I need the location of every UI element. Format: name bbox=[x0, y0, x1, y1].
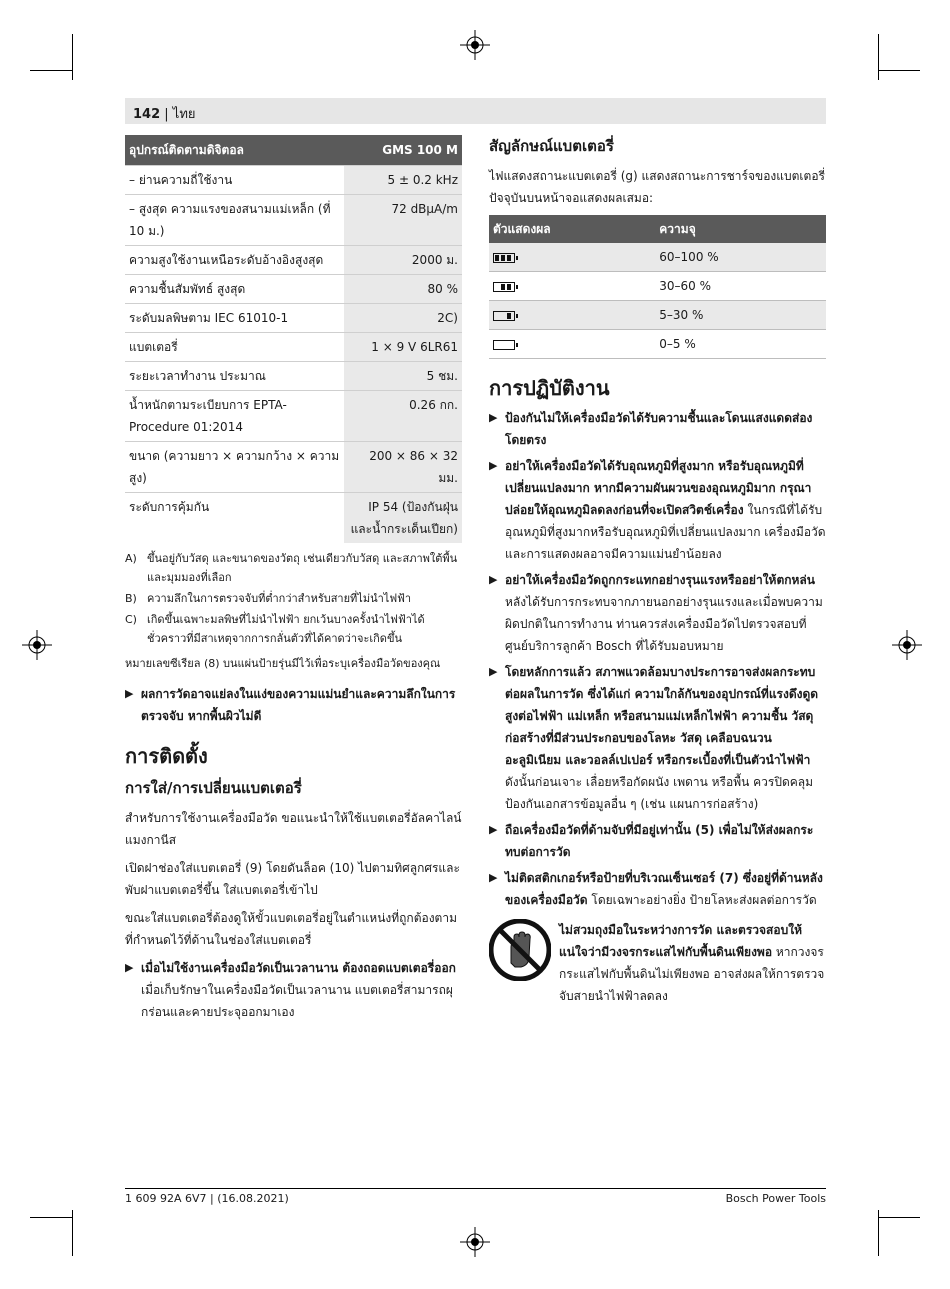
bullet-bold-text: อย่าให้เครื่องมือวัดได้รับอุณหภูมิที่สูงมาก หรือรับอุณหภูมิที่เปลี่ยนแปลงมาก หากมีความผันผวนของอุณหภูมิมาก กรุณาปล่อยให้อุณหภูมิลดลงก่อนที่จะเปิดสวิตช์เครื่อง bbox=[505, 459, 812, 517]
installation-heading: การติดตั้ง bbox=[125, 744, 208, 768]
battery-level-cell bbox=[489, 330, 655, 359]
table-row bbox=[489, 272, 826, 301]
table-row bbox=[125, 304, 462, 333]
spec-value: 80 % bbox=[344, 275, 462, 304]
battery-col-display: ตัวแสดงผล bbox=[489, 215, 655, 243]
crop-mark bbox=[30, 70, 72, 71]
battery-col-capacity: ความจุ bbox=[655, 215, 826, 243]
left-column bbox=[125, 135, 462, 1027]
spec-value: 1 × 9 V 6LR61 bbox=[344, 333, 462, 362]
bullet-triangle-icon: ▶ bbox=[489, 871, 498, 884]
bullet-bold-text: เมื่อไม่ใช้งานเครื่องมือวัดเป็นเวลานาน ต้องถอดแบตเตอรี่ออก bbox=[141, 961, 456, 975]
crop-mark bbox=[878, 70, 920, 71]
spec-value: IP 54 (ป้องกันฝุ่นและน้ำกระเด็นเปียก) bbox=[344, 493, 462, 544]
bullet-triangle-icon: ▶ bbox=[489, 573, 498, 586]
footnotes bbox=[125, 549, 462, 648]
paragraph: เปิดฝาช่องใส่แบตเตอรี่ (9) โดยดันล็อค (10) ไปตามทิศลูกศรและพับฝาแบตเตอรี่ขึ้น ใส่แบตเตอรี่เข้าไป bbox=[125, 861, 460, 897]
table-row bbox=[125, 195, 462, 246]
battery-level-cell bbox=[489, 301, 655, 330]
battery-level-cell bbox=[489, 272, 655, 301]
table-row bbox=[125, 246, 462, 275]
spec-value: 200 × 86 × 32 มม. bbox=[344, 442, 462, 493]
battery-capacity: 60–100 % bbox=[655, 243, 826, 272]
table-row bbox=[125, 391, 462, 442]
footer-brand: Bosch Power Tools bbox=[725, 1192, 826, 1205]
bullet-triangle-icon: ▶ bbox=[489, 823, 498, 836]
bullet-triangle-icon: ▶ bbox=[489, 411, 498, 424]
operation-bullet bbox=[489, 407, 826, 451]
table-row bbox=[125, 333, 462, 362]
bullet-bold-text: ไม่สวมถุงมือในระหว่างการวัด และตรวจสอบให้แน่ใจว่ามีวงจรกระแสไฟกับพื้นดินเพียงพอ bbox=[559, 923, 802, 959]
battery-table bbox=[489, 215, 826, 359]
warning-bullet bbox=[125, 683, 462, 727]
bullet-bold-text: ไม่ติดสติกเกอร์หรือป้ายที่บริเวณเซ็นเซอร์ (7) ซึ่งอยู่ที่ด้านหลังของเครื่องมือวัด bbox=[505, 871, 823, 907]
spec-label: ระยะเวลาทำงาน ประมาณ bbox=[125, 362, 344, 391]
spec-label: ระดับการคุ้มกัน bbox=[125, 493, 344, 544]
bullet-text: เมื่อเก็บรักษาในเครื่องมือวัดเป็นเวลานาน แบตเตอรี่สามารถผุกร่อนและคายประจุออกมาเอง bbox=[141, 983, 453, 1019]
spec-label: – สูงสุด ความแรงของสนามแม่เหล็ก (ที่ 10 ม.) bbox=[125, 195, 344, 246]
spec-table bbox=[125, 135, 462, 543]
footnote bbox=[125, 549, 462, 587]
page-number: 142 bbox=[133, 107, 161, 122]
spec-label: น้ำหนักตามระเบียบการ EPTA-Procedure 01:2014 bbox=[125, 391, 344, 442]
bullet-text: หากวงจรกระแสไฟกับพื้นดินไม่เพียงพอ อาจส่งผลให้การตรวจจับสายนำไฟฟ้าลดลง bbox=[559, 945, 825, 1003]
crop-mark bbox=[878, 1217, 920, 1218]
operation-bullet bbox=[489, 819, 826, 863]
spec-value: 2C) bbox=[344, 304, 462, 333]
table-row bbox=[125, 275, 462, 304]
crop-mark bbox=[30, 1217, 72, 1218]
spec-label: ความสูงใช้งานเหนือระดับอ้างอิงสูงสุด bbox=[125, 246, 344, 275]
spec-table-model: GMS 100 M bbox=[344, 135, 462, 166]
page-language: | ไทย bbox=[164, 107, 196, 122]
spec-value: 0.26 กก. bbox=[344, 391, 462, 442]
spec-label: – ย่านความถี่ใช้งาน bbox=[125, 166, 344, 195]
page-header bbox=[133, 103, 196, 124]
spec-table-title: อุปกรณ์ติดตามดิจิตอล bbox=[125, 135, 344, 166]
crop-mark bbox=[878, 34, 879, 80]
footer-doc-number: 1 609 92A 6V7 | (16.08.2021) bbox=[125, 1192, 289, 1205]
table-row bbox=[125, 362, 462, 391]
crop-mark bbox=[72, 1210, 73, 1256]
battery-capacity: 0–5 % bbox=[655, 330, 826, 359]
table-row bbox=[489, 243, 826, 272]
operation-bullet bbox=[489, 455, 826, 565]
registration-mark bbox=[22, 630, 52, 660]
serial-note: หมายเลขซีเรียล (8) บนแผ่นป้ายรุ่นมีไว้เพื่อระบุเครื่องมือวัดของคุณ bbox=[125, 657, 441, 670]
right-column bbox=[489, 135, 826, 1007]
spec-value: 5 ± 0.2 kHz bbox=[344, 166, 462, 195]
footnote-text: ขึ้นอยู่กับวัสดุ และขนาดของวัตถุ เช่นเดียวกับวัสดุ และสภาพใต้พื้น และมุมมองที่เลือก bbox=[147, 552, 458, 584]
table-row bbox=[125, 166, 462, 195]
table-row bbox=[125, 493, 462, 544]
footnote bbox=[125, 589, 462, 608]
battery-capacity: 5–30 % bbox=[655, 301, 826, 330]
battery-empty-icon bbox=[493, 340, 515, 350]
table-row bbox=[489, 301, 826, 330]
bullet-triangle-icon: ▶ bbox=[125, 961, 134, 974]
spec-value: 72 dBµA/m bbox=[344, 195, 462, 246]
table-row bbox=[489, 330, 826, 359]
bullet-text: โดยเฉพาะอย่างยิ่ง ป้ายโลหะส่งผลต่อการวัด bbox=[587, 893, 817, 907]
operation-heading: การปฏิบัติงาน bbox=[489, 376, 610, 400]
battery-full-icon bbox=[493, 253, 515, 263]
operation-bullet bbox=[489, 569, 826, 657]
operation-bullet bbox=[489, 661, 826, 815]
glove-warning bbox=[489, 919, 826, 1007]
footnote-key: A) bbox=[125, 552, 137, 565]
bullet-triangle-icon: ▶ bbox=[125, 687, 134, 700]
footnote-text: ความลึกในการตรวจจับที่ต่ำกว่าสำหรับสายที่ไม่นำไฟฟ้า bbox=[147, 592, 412, 605]
bullet-bold-text: ถือเครื่องมือวัดที่ด้ามจับที่มีอยู่เท่านั้น (5) เพื่อไม่ให้ส่งผลกระทบต่อการวัด bbox=[505, 823, 814, 859]
spec-label: ขนาด (ความยาว × ความกว้าง × ความสูง) bbox=[125, 442, 344, 493]
battery-level-cell bbox=[489, 243, 655, 272]
bullet-text: ดังนั้นก่อนเจาะ เลื่อยหรือกัดผนัง เพดาน หรือพื้น ควรปิดคลุมป้องกันเอกสารข้อมูลอื่น ๆ (เช่น แผนการก่อสร้าง) bbox=[505, 775, 814, 811]
battery-symbol-heading: สัญลักษณ์แบตเตอรี่ bbox=[489, 137, 614, 155]
battery-capacity: 30–60 % bbox=[655, 272, 826, 301]
bullet-text: หลังได้รับการกระทบจากภายนอกอย่างรุนแรงและเมื่อพบความผิดปกติในการทำงาน ท่านควรส่งเครื่องมือวัดไปตรวจสอบที่ศูนย์บริการลูกค้า Bosch ที่ได้รับมอบหมาย bbox=[505, 595, 823, 653]
footnote-key: C) bbox=[125, 613, 137, 626]
bullet-bold-text: ป้องกันไม่ให้เครื่องมือวัดได้รับความชื้นและโดนแสงแดดส่องโดยตรง bbox=[505, 411, 813, 447]
bullet-bold-text: อย่าให้เครื่องมือวัดถูกกระแทกอย่างรุนแรงหรืออย่าให้ตกหล่น bbox=[505, 573, 815, 587]
spec-value: 5 ชม. bbox=[344, 362, 462, 391]
warning-text: ผลการวัดอาจแย่ลงในแง่ของความแม่นยำและความลึกในการตรวจจับ หากพื้นผิวไม่ดี bbox=[141, 687, 456, 723]
spec-label: ระดับมลพิษตาม IEC 61010-1 bbox=[125, 304, 344, 333]
warning-bullet bbox=[125, 957, 462, 1023]
battery-two-thirds-icon bbox=[493, 282, 515, 292]
battery-one-third-icon bbox=[493, 311, 515, 321]
bullet-bold-text: โดยหลักการแล้ว สภาพแวดล้อมบางประการอาจส่งผลกระทบต่อผลในการวัด ซึ่งได้แก่ ความใกล้กันของอุปกรณ์ที่แรงดึงดูดสูงต่อไฟฟ้า แม่เหล็ก หรือสนามแม่เหล็กไฟฟ้า ความชื้น วัสดุก่อสร้างที่มีส่วนประกอบของโลหะ วัสดุ เคลือบฉนวนอะลูมิเนียม และวอลล์เปเปอร์ หรือกระเบื้องที่เป็นตัวนำไฟฟ้า bbox=[505, 665, 819, 767]
footnote-text: เกิดขึ้นเฉพาะมลพิษที่ไม่นำไฟฟ้า ยกเว้นบางครั้งนำไฟฟ้าได้ชั่วคราวที่มีสาเหตุจากการกลั่นตัวที่ได้คาดว่าจะเกิดขึ้น bbox=[147, 613, 425, 645]
spec-value: 2000 ม. bbox=[344, 246, 462, 275]
crop-mark bbox=[72, 34, 73, 80]
no-gloves-icon bbox=[489, 919, 551, 981]
bullet-text: ในกรณีที่ได้รับอุณหภูมิที่สูงมากหรือรับอุณหภูมิที่เปลี่ยนแปลงมาก เครื่องมือวัดและการแสดงผลอาจมีความแม่นยำน้อยลง bbox=[505, 503, 826, 561]
paragraph: ขณะใส่แบตเตอรี่ต้องดูให้ขั้วแบตเตอรี่อยู่ในตำแหน่งที่ถูกต้องตามที่กำหนดไว้ที่ด้านในช่องใส่แบตเตอรี่ bbox=[125, 911, 457, 947]
spec-label: ความชื้นสัมพัทธ์ สูงสุด bbox=[125, 275, 344, 304]
footnote-key: B) bbox=[125, 592, 137, 605]
operation-bullet bbox=[489, 867, 826, 911]
paragraph: ไฟแสดงสถานะแบตเตอรี่ (g) แสดงสถานะการชาร์จของแบตเตอรี่ปัจจุบันบนหน้าจอแสดงผลเสมอ: bbox=[489, 169, 825, 205]
registration-mark bbox=[460, 1227, 490, 1257]
footnote bbox=[125, 610, 462, 648]
table-row bbox=[125, 442, 462, 493]
registration-mark bbox=[892, 630, 922, 660]
spec-label: แบตเตอรี่ bbox=[125, 333, 344, 362]
battery-change-heading: การใส่/การเปลี่ยนแบตเตอรี่ bbox=[125, 779, 302, 797]
paragraph: สำหรับการใช้งานเครื่องมือวัด ขอแนะนำให้ใช้แบตเตอรี่อัลคาไลน์แมงกานีส bbox=[125, 811, 462, 847]
bullet-triangle-icon: ▶ bbox=[489, 459, 498, 472]
bullet-triangle-icon: ▶ bbox=[489, 665, 498, 678]
footer-divider bbox=[125, 1188, 826, 1189]
header-bar bbox=[125, 98, 826, 124]
registration-mark bbox=[460, 30, 490, 60]
